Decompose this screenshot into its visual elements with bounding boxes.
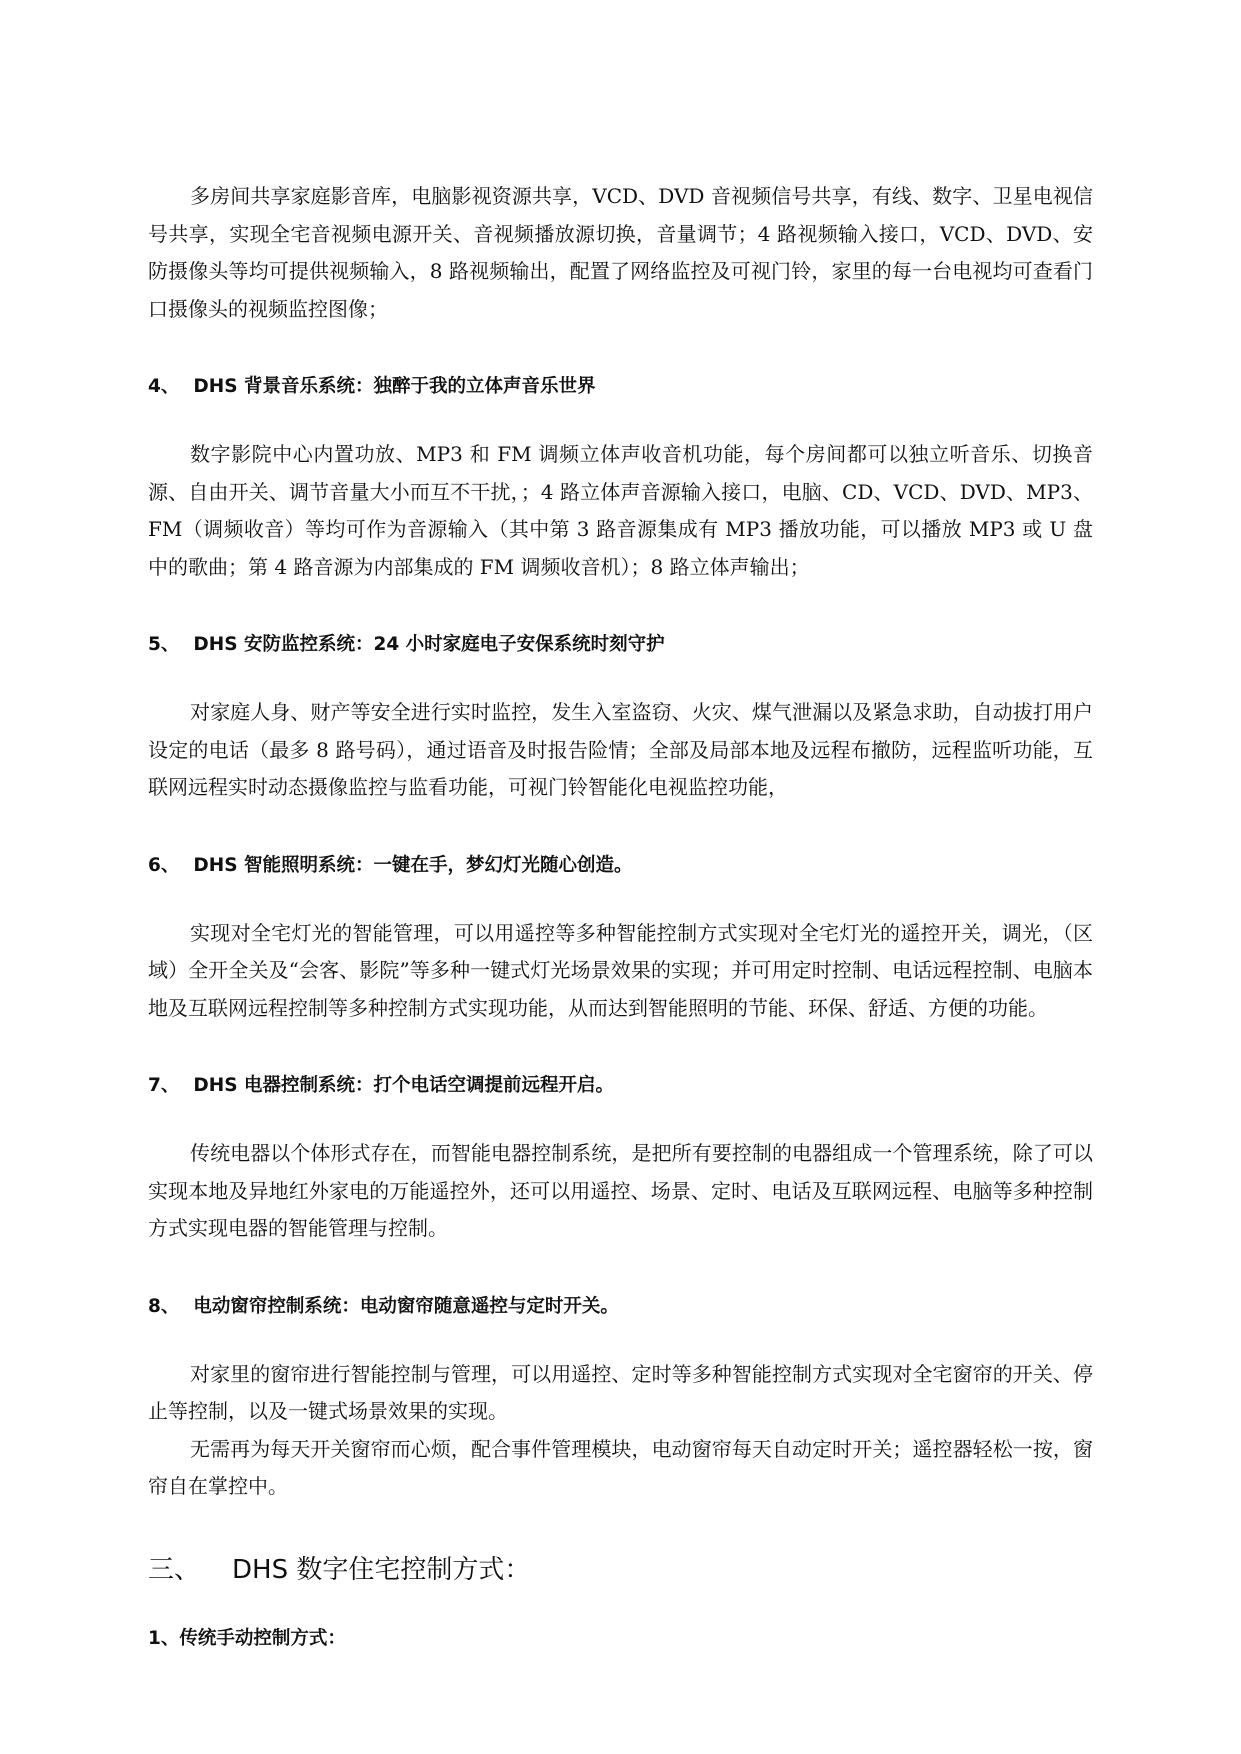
section-8-heading: 8、 电动窗帘控制系统：电动窗帘随意遥控与定时开关。 [148, 1295, 619, 1317]
section-6-heading: 6、 DHS 智能照明系统：一键在手，梦幻灯光随心创造。 [148, 854, 633, 876]
section-8-paragraph-2: 无需再为每天开关窗帘而心烦，配合事件管理模块，电动窗帘每天自动定时开关；遥控器轻松一按，窗帘自在掌控中。 [148, 1436, 1093, 1498]
section-4-paragraph: 数字影院中心内置功放、MP3 和 FM 调频立体声收音机功能，每个房间都可以独立听音乐、切换音源、自由开关、调节音量大小而互不干扰，；4 路立体声音源输入接口，电脑、CD、VCD、DVD、MP3、FM（调频收音）等均可作为音源输入（其中第 3 路音源集成有 MP3 播放功能，可以播放 MP3 或 U 盘中的歌曲；第 4 路音源为内部集成的 FM 调频收音机）；8 路立体声输出； [148, 442, 1093, 579]
chapter-heading: 三、 DHS 数字住宅控制方式： [148, 1554, 531, 1585]
section-4-heading: 4、 DHS 背景音乐系统：独醉于我的立体声音乐世界 [148, 376, 596, 397]
sub-heading: 1、传统手动控制方式： [148, 1627, 346, 1649]
document-body [148, 178, 1093, 1654]
section-7-heading: 7、 DHS 电器控制系统：打个电话空调提前远程开启。 [148, 1075, 614, 1096]
section-6-paragraph: 实现对全宅灯光的智能管理，可以用遥控等多种智能控制方式实现对全宅灯光的遥控开关，调光，（区域）全开全关及“会客、影院”等多种一键式灯光场景效果的实现；并可用定时控制、电话远程控制、电脑本地及互联网远程控制等多种控制方式实现功能，从而达到智能照明的节能、环保、舒适、方便的功能。 [148, 920, 1093, 1020]
section-5-heading: 5、 DHS 安防监控系统：24 小时家庭电子安保系统时刻守护 [148, 634, 665, 655]
section-5-paragraph: 对家庭人身、财产等安全进行实时监控，发生入室盗窃、火灾、煤气泄漏以及紧急求助，自动拔打用户设定的电话（最多 8 路号码），通过语音及时报告险情；全部及局部本地及远程布撤防，远程监听功能，互联网远程实时动态摄像监控与监看功能，可视门铃智能化电视监控功能， [148, 700, 1093, 799]
intro-paragraph: 多房间共享家庭影音库，电脑影视资源共享，VCD、DVD 音视频信号共享，有线、数字、卫星电视信号共享，实现全宅音视频电源开关、音视频播放源切换，音量调节；4 路视频输入接口，VCD、DVD、安防摄像头等均可提供视频输入，8 路视频输出，配置了网络监控及可视门铃，家里的每一台电视均可查看门口摄像头的视频监控图像； [148, 184, 1093, 321]
section-8-paragraph-1: 对家里的窗帘进行智能控制与管理，可以用遥控、定时等多种智能控制方式实现对全宅窗帘的开关、停止等控制，以及一键式场景效果的实现。 [148, 1361, 1093, 1423]
section-7-paragraph: 传统电器以个体形式存在，而智能电器控制系统，是把所有要控制的电器组成一个管理系统，除了可以实现本地及异地红外家电的万能遥控外，还可以用遥控、场景、定时、电话及互联网远程、电脑等多种控制方式实现电器的智能管理与控制。 [148, 1141, 1093, 1240]
